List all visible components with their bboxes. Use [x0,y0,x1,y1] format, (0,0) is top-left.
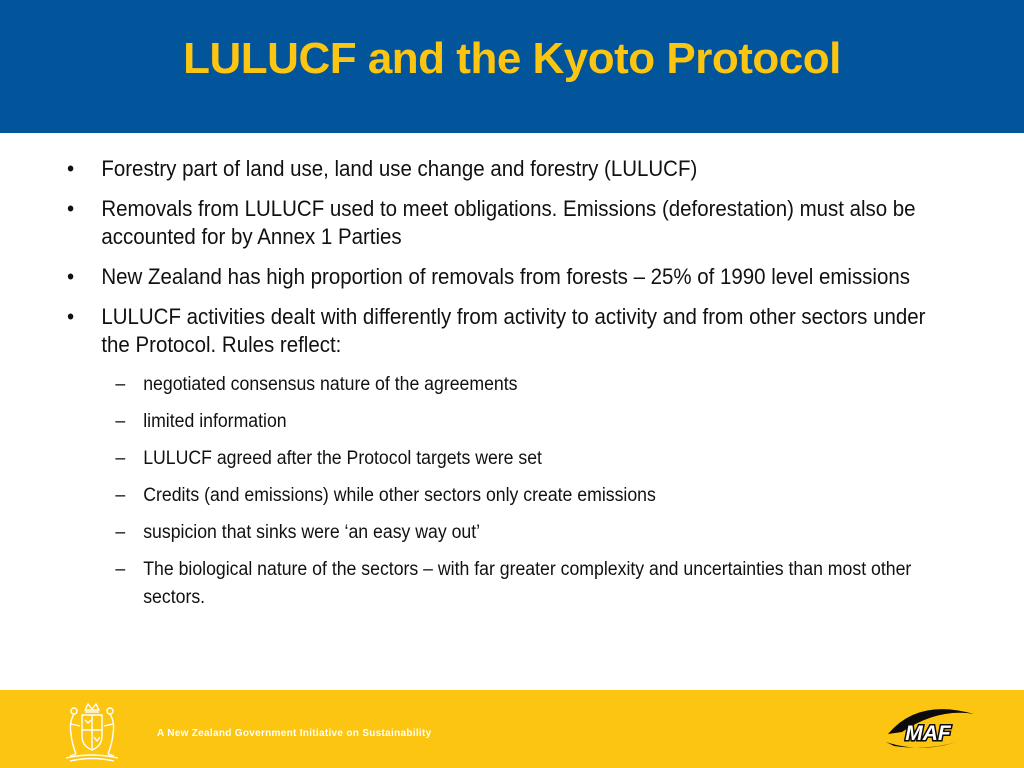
sub-bullet-text: The biological nature of the sectors – with far greater complexity and uncertainties than most other sectors. [143,559,912,608]
sub-bullet-text: Credits (and emissions) while other sectors only create emissions [143,485,656,506]
bullet-text: Removals from LULUCF used to meet obligations. Emissions (deforestation) must also be accounted for by Annex 1 Parties [101,196,916,249]
maf-logo-icon [878,702,982,756]
sub-bullet-text: LULUCF agreed after the Protocol targets were set [143,448,542,469]
bullet-item [0,263,1022,291]
footer-tagline: A New Zealand Government Initiative on Sustainability [157,728,432,739]
bullet-text: Forestry part of land use, land use change and forestry (LULUCF) [101,156,698,181]
sub-bullet-item [0,556,943,612]
sub-bullet-mark: – [115,411,126,432]
sub-bullet-item [0,519,943,547]
bullet-text: New Zealand has high proportion of removals from forests – 25% of 1990 level emissions [101,264,910,289]
slide-body [0,155,1024,621]
sub-bullet-mark: – [115,374,126,395]
bullet-mark: • [66,196,75,221]
nz-coat-of-arms-icon [52,700,132,764]
sub-bullet-mark: – [115,448,126,469]
sub-bullet-item [0,371,943,399]
bullet-item [0,195,1022,251]
maf-logo-text: MAF [905,722,951,745]
sub-bullet-mark: – [115,559,126,580]
slide-header [0,0,1024,133]
sub-bullet-text: negotiated consensus nature of the agreements [143,374,518,395]
sub-bullet-text: suspicion that sinks were ‘an easy way out’ [143,522,481,543]
sub-bullet-text: limited information [143,411,287,432]
sub-bullet-item [0,482,943,510]
slide-title: LULUCF and the Kyoto Protocol [183,33,841,83]
bullet-item [0,303,1022,359]
bullet-item [0,155,1022,183]
bullet-mark: • [66,264,75,289]
bullet-text: LULUCF activities dealt with differently from activity to activity and from other sectors under the Protocol. Rules reflect: [101,304,926,357]
sub-bullet-item [0,408,943,436]
sub-bullet-list [0,371,1024,612]
sub-bullet-mark: – [115,485,126,506]
slide-footer [0,690,1024,768]
bullet-mark: • [66,156,75,181]
sub-bullet-item [0,445,943,473]
sub-bullet-mark: – [115,522,126,543]
bullet-mark: • [66,304,75,329]
